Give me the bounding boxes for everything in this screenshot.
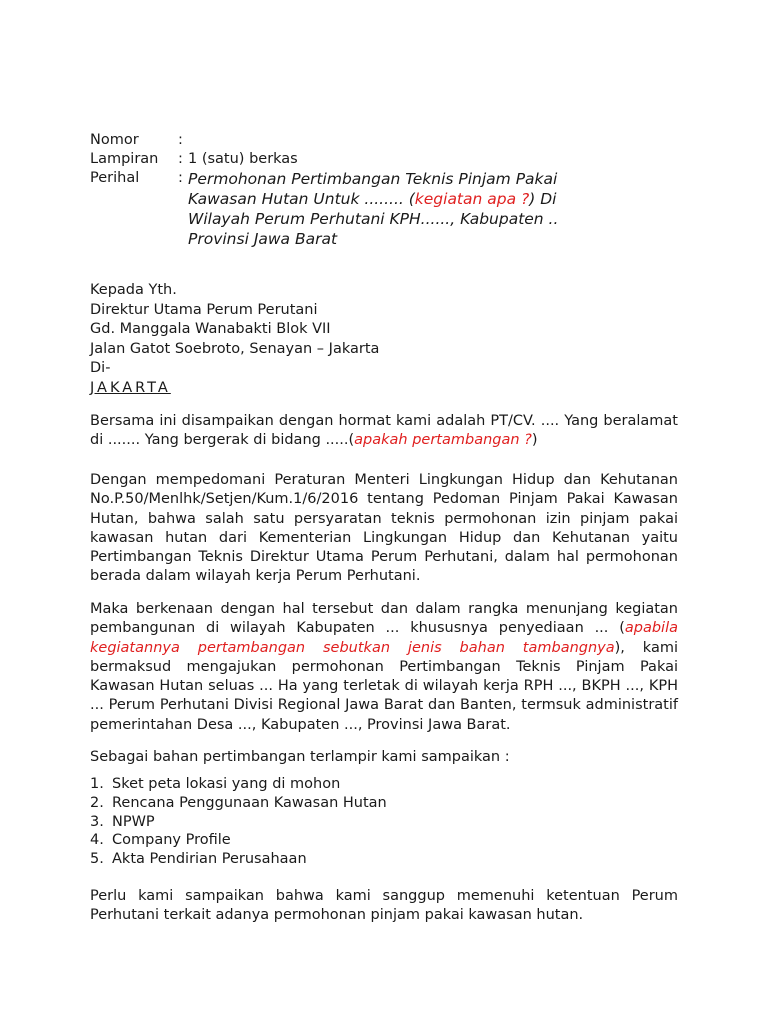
list-item-label: NPWP — [112, 813, 155, 830]
perihal-text-1: Permohonan Pertimbangan Teknis Pinjam Pakai Kawasan Hutan Untuk ........ ( — [188, 170, 558, 208]
request-text-2: ), kami bermaksud mengajukan permohonan Pertimbangan Teknis Pinjam Pakai Kawasan Hutan seluas ... Ha yang terletak di wilayah kerja RPH ..., BKPH ..., KPH ... Perum Perhutani Divisi Regional Jawa Barat dan Banten, termsuk administratif pemerintahan Desa ..., Kabupaten ..., Provinsi Jawa Barat. — [90, 639, 678, 733]
list-item-label: Sket peta lokasi yang di mohon — [112, 776, 341, 792]
letter-header — [90, 131, 690, 249]
list-item-label: Company Profile — [112, 832, 231, 849]
intro-text: Bersama ini disampaikan dengan hormat kami adalah PT/CV. .... Yang beralamat di ....... Yang bergerak di bidang .....( — [90, 413, 678, 449]
perihal-value — [188, 169, 576, 249]
list-item-label: Rencana Penggunaan Kawasan Hutan — [112, 794, 387, 811]
nomor-colon: : — [178, 132, 183, 148]
perihal-colon: : — [178, 170, 183, 186]
nomor-label: Nomor — [90, 132, 139, 148]
perihal-highlight: kegiatan apa ? — [414, 190, 530, 208]
list-item — [90, 813, 387, 832]
perihal-label: Perihal — [90, 170, 140, 186]
lampiran-row — [90, 150, 690, 169]
list-item-number: 1. — [90, 776, 104, 792]
lampiran-value: 1 (satu) berkas — [188, 151, 298, 167]
paragraph-intro — [90, 412, 678, 451]
nomor-value — [188, 131, 690, 150]
list-item — [90, 775, 387, 794]
lampiran-colon: : — [178, 151, 183, 167]
perihal-row — [90, 169, 690, 249]
address-line-5: Di- — [90, 360, 111, 376]
address-line-2: Direktur Utama Perum Perutani — [90, 301, 318, 318]
list-item — [90, 850, 387, 869]
intro-end: ) — [531, 432, 538, 449]
list-item — [90, 794, 387, 813]
paragraph-request — [90, 600, 678, 735]
nomor-row — [90, 131, 690, 150]
paragraph-attachments-intro: Sebagai bahan pertimbangan terlampir kami sampaikan : — [90, 749, 510, 765]
address-line-1: Kepada Yth. — [90, 282, 177, 298]
intro-highlight: apakah pertambangan ? — [354, 432, 532, 449]
perihal-text-2: ) Di Wilayah Perum Perhutani KPH......, Kabupaten .. Provinsi Jawa Barat — [188, 190, 559, 248]
attachment-list — [90, 775, 387, 869]
request-text-1: Maka berkenaan dengan hal tersebut dan dalam rangka menunjang kegiatan pembangunan di wilayah Kabupaten ... khususnya penyediaan ... ( — [90, 601, 678, 637]
address-line-3: Gd. Manggala Wanabakti Blok VII — [90, 321, 331, 337]
address-city: JAKARTA — [90, 379, 171, 396]
list-item — [90, 831, 387, 850]
address-line-4: Jalan Gatot Soebroto, Senayan – Jakarta — [90, 340, 380, 357]
paragraph-closing: Perlu kami sampaikan bahwa kami sanggup memenuhi ketentuan Perum Perhutani terkait adanya permohonan pinjam pakai kawasan hutan. — [90, 888, 678, 924]
list-item-number: 5. — [90, 851, 104, 868]
paragraph-regulation: Dengan mempedomani Peraturan Menteri Lingkungan Hidup dan Kehutanan No.P.50/Menlhk/Setjen/Kum.1/6/2016 tentang Pedoman Pinjam Pakai Kawasan Hutan, bahwa salah satu persyaratan teknis permohonan izin pinjam pakai kawasan hutan dari Kementerian Lingkungan Hidup dan Kehutanan yaitu Pertimbangan Teknis Direktur Utama Perum Perhutani, dalam hal permohonan berada dalam wilayah kerja Perum Perhutani. — [90, 472, 678, 585]
request-highlight: apabila kegiatannya pertambangan sebutkan jenis bahan tambangnya — [90, 620, 678, 656]
recipient-address — [90, 281, 379, 398]
list-item-number: 4. — [90, 832, 104, 849]
lampiran-label: Lampiran — [90, 151, 159, 167]
list-item-number: 2. — [90, 794, 104, 811]
list-item-label: Akta Pendirian Perusahaan — [112, 851, 307, 868]
list-item-number: 3. — [90, 813, 104, 830]
